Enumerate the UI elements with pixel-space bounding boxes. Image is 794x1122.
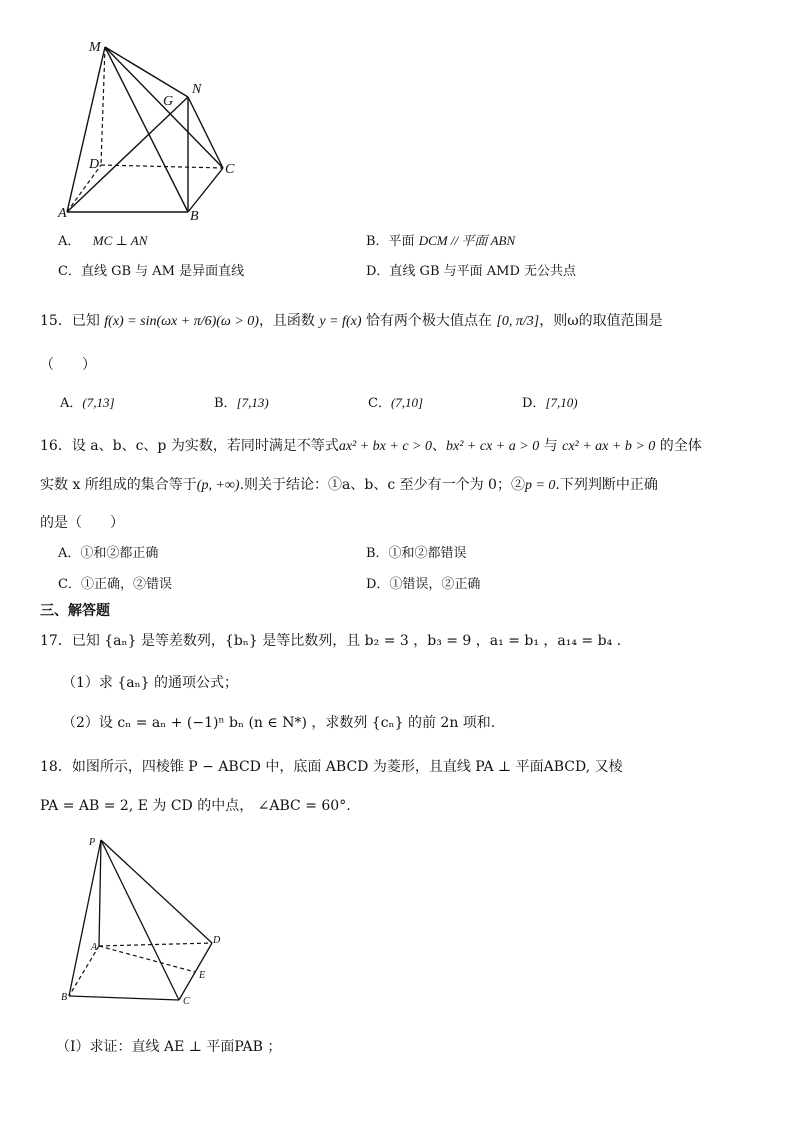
q15-stem: 15．已知 f(x) = sin(ωx + π/6)(ω > 0)，且函数 y = f(x) 恰有两个极大值点在 [0, π/3]，则ω的取值范围是 [40, 313, 663, 329]
label-B2: B [61, 992, 68, 1003]
q17-stem: 17．已知 {aₙ} 是等差数列，{bₙ} 是等比数列，且 b₂ = 3 ，b₃ = 9 ，a₁ = b₁ ，a₁₄ = b₄ . [40, 633, 622, 649]
label-C2: C [183, 996, 190, 1007]
label-N: N [192, 82, 202, 97]
label-G: G [163, 94, 174, 109]
label-E: E [199, 970, 206, 981]
q14-option-c: C．直线 GB 与 AM 是异面直线 [58, 264, 245, 279]
q16-line2: 实数 x 所组成的集合等于(p, +∞).则关于结论：①a、b、c 至少有一个为 0；②p = 0.下列判断中正确 [40, 477, 658, 493]
q15-paren: （ ） [40, 357, 96, 373]
q14-option-d: D．直线 GB 与平面 AMD 无公共点 [366, 264, 577, 279]
q18-stem-line2: PA = AB = 2, E 为 CD 的中点， ∠ABC = 60°. [40, 798, 351, 814]
q15-option-c: C．(7,10] [368, 395, 424, 411]
label-M: M [89, 40, 101, 55]
figure-polyhedron [55, 35, 255, 225]
label-B: B [190, 209, 199, 224]
q15-option-b: B．[7,13) [214, 395, 269, 411]
label-P: P [89, 837, 96, 848]
q15-option-d: D．[7,10) [522, 395, 578, 411]
label-C: C [225, 162, 235, 177]
q17-part1: （1）求 {aₙ} 的通项公式； [62, 675, 239, 691]
label-A: A [58, 206, 67, 221]
label-D2: D [213, 935, 221, 946]
q16-option-a: A．①和②都正确 [58, 546, 159, 561]
section-heading: 三、解答题 [40, 603, 110, 619]
q15-option-a: A．(7,13] [60, 395, 115, 411]
figure-pyramid [55, 830, 235, 1010]
q16-line3: 的是（ ） [40, 515, 124, 531]
q16-option-c: C．①正确，②错误 [58, 577, 172, 592]
q17-part2: （2）设 cₙ = aₙ + (−1)ⁿ bₙ (n ∈ N*) ，求数列 {cₙ} 的前 2n 项和. [62, 715, 496, 731]
label-D: D [89, 157, 100, 172]
q18-part1: （Ⅰ）求证：直线 AE ⊥ 平面PAB ； [56, 1039, 282, 1055]
q16-line1: 16．设 a、b、c、p 为实数，若同时满足不等式ax² + bx + c > 0、bx² + cx + a > 0 与 cx² + ax + b > 0 的全体 [40, 438, 702, 454]
label-A2: A [91, 942, 98, 953]
q16-option-d: D．①错误，②正确 [366, 577, 481, 592]
q14-option-b: B．平面 DCM // 平面 ABN [366, 233, 516, 249]
q14-option-a: A． MC ⊥ AN [58, 233, 148, 249]
q18-stem-line1: 18．如图所示，四棱锥 P − ABCD 中，底面 ABCD 为菱形，且直线 PA ⊥ 平面ABCD, 又棱 [40, 759, 623, 775]
q16-option-b: B．①和②都错误 [366, 546, 467, 561]
